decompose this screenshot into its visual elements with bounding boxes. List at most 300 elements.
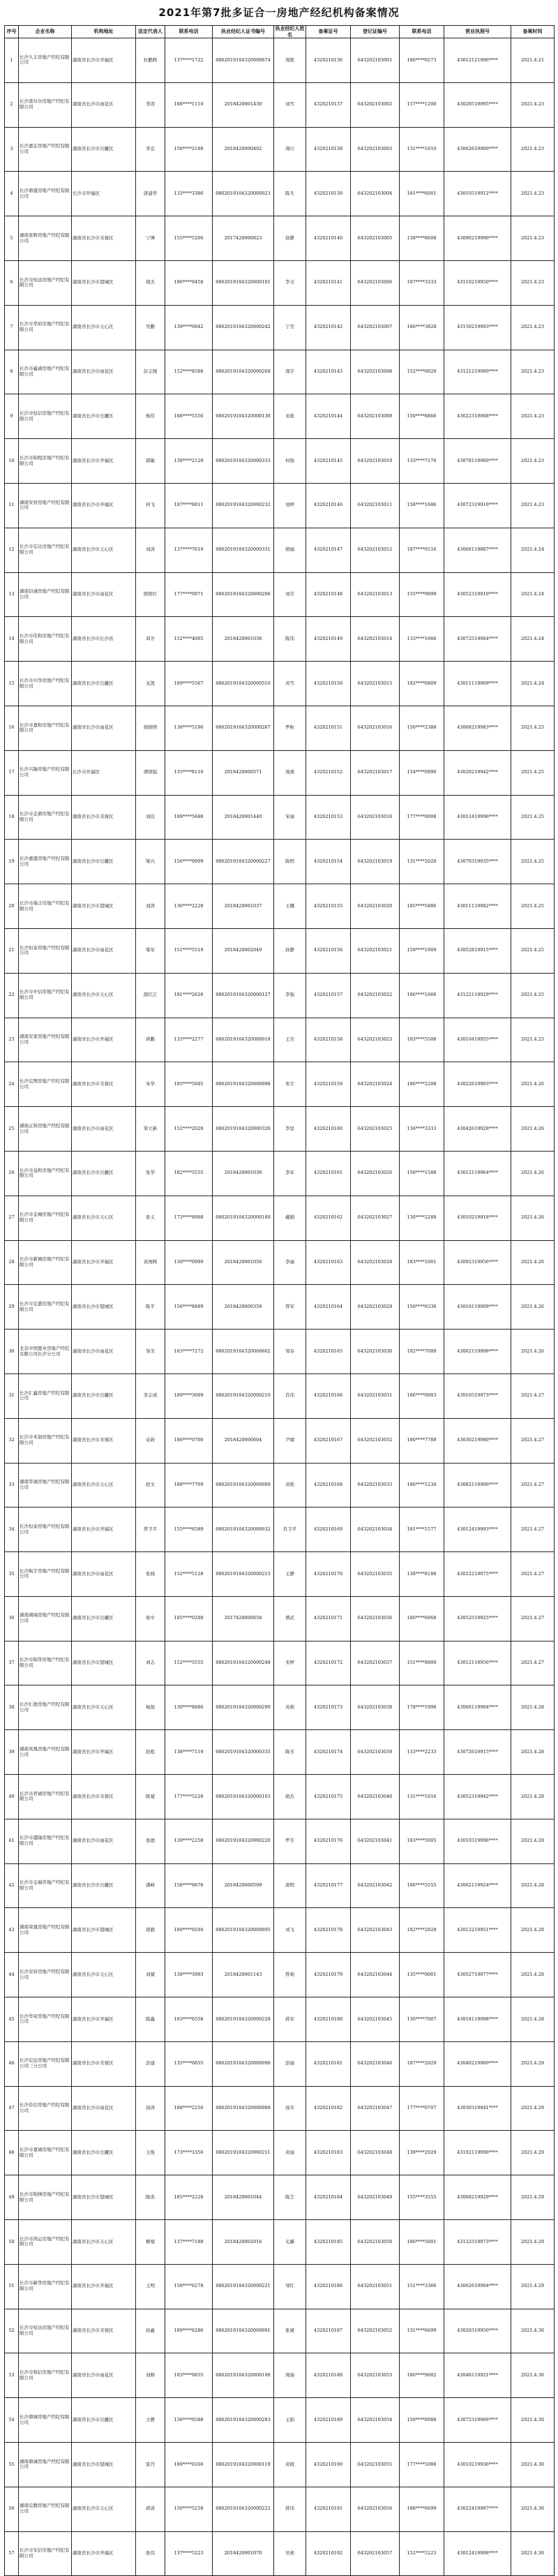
table-row [5, 216, 555, 261]
registration-number-cell: 643202103012 [351, 528, 400, 572]
filing-number-cell: 4320210153 [306, 795, 351, 840]
agent-certificate-number-cell: 2017420000823 [213, 216, 274, 261]
company-address-cell: 长沙市开福区 [72, 750, 136, 795]
contact-phone-cell: 189****5567 [165, 662, 213, 706]
contact-phone-cell: 173****8998 [165, 1196, 213, 1240]
table-row [5, 662, 555, 706]
row-index-cell: 23 [5, 1018, 19, 1062]
company-address-cell: 湖南省长沙市开福区 [72, 2531, 136, 2576]
filing-number-cell: 4320210166 [306, 1373, 351, 1418]
filing-date-cell: 2021.4.26 [511, 1240, 555, 1285]
agent-name-cell: 徐静 [274, 216, 306, 261]
legal-representative-cell: 王静 [136, 2398, 165, 2443]
company-name-cell: 长沙市君诚房地产经纪有限公司 [19, 1775, 72, 1819]
filing-date-cell: 2021.4.29 [511, 2264, 555, 2309]
agent-name-cell: 戴刚 [274, 1196, 306, 1240]
agent-certificate-number-cell: 2018420000599 [213, 1863, 274, 1908]
contact-phone-2-cell: 183****1001 [400, 1240, 444, 1285]
company-address-cell: 湖南省长沙市芙蓉区 [72, 2041, 136, 2086]
contact-phone-cell: 155****6589 [165, 1507, 213, 1552]
agent-name-cell: 宋婷 [274, 1641, 306, 1685]
registration-number-cell: 643202103017 [351, 750, 400, 795]
filing-date-cell: 2021.4.27 [511, 1373, 555, 1418]
company-name-cell: 湖南星辉房地产经纪有限公司 [19, 216, 72, 261]
filing-date-cell: 2021.4.23 [511, 127, 555, 172]
filing-number-cell: 4320210157 [306, 973, 351, 1018]
company-name-cell: 长沙市禾润房地产经纪有限公司 [19, 1418, 72, 1463]
table-row [5, 2264, 555, 2309]
business-license-number-cell: 43052319942**** [444, 1775, 511, 1819]
row-index-cell: 24 [5, 1062, 19, 1107]
contact-phone-2-cell: 131****6699 [400, 2309, 444, 2353]
business-license-number-cell: 43022219975**** [444, 1552, 511, 1597]
company-address-cell: 湖南省长沙市开福区 [72, 483, 136, 528]
business-license-number-cell: 43010519912**** [444, 172, 511, 216]
table-row [5, 1730, 555, 1775]
agent-name-cell: 刘婷 [274, 483, 306, 528]
registration-number-cell: 643202103046 [351, 2041, 400, 2086]
table-row [5, 1685, 555, 1730]
business-license-number-cell: 43012419993**** [444, 1507, 511, 1552]
business-license-number-cell: 43090219990**** [444, 216, 511, 261]
contact-phone-2-cell: 183****5508 [400, 1018, 444, 1062]
contact-phone-2-cell: 131****1010 [400, 127, 444, 172]
row-index-cell: 50 [5, 2220, 19, 2265]
column-header: 联系电话 [165, 26, 213, 38]
agent-certificate-number-cell: 2018420001038 [213, 617, 274, 662]
legal-representative-cell: 蒋涛 [136, 2487, 165, 2531]
contact-phone-cell: 135****0655 [165, 2041, 213, 2086]
contact-phone-cell: 138****3993 [165, 1953, 213, 1997]
contact-phone-cell: 133****3386 [165, 172, 213, 216]
filing-number-cell: 4320210156 [306, 928, 351, 973]
row-index-cell: 21 [5, 928, 19, 973]
row-index-cell: 6 [5, 260, 19, 305]
contact-phone-cell: 155****5206 [165, 216, 213, 261]
registration-number-cell: 643202103011 [351, 483, 400, 528]
agent-name-cell: 陈明 [274, 840, 306, 884]
filing-number-cell: 4320210143 [306, 350, 351, 394]
company-address-cell: 湖南省长沙市天心区 [72, 528, 136, 572]
company-address-cell: 湖南省长沙市芙蓉区 [72, 1062, 136, 1107]
contact-phone-cell: 188****2250 [165, 2086, 213, 2131]
contact-phone-cell: 186****0700 [165, 1418, 213, 1463]
row-index-cell: 10 [5, 439, 19, 484]
legal-representative-cell: 唐毅 [136, 1908, 165, 1953]
filing-date-cell: 2021.4.25 [511, 840, 555, 884]
agent-name-cell: 胡杰 [274, 1775, 306, 1819]
agent-certificate-number-cell: 2017420000658 [213, 1596, 274, 1641]
filing-date-cell: 2021.4.27 [511, 1507, 555, 1552]
column-header: 备案证号 [306, 26, 351, 38]
table-row [5, 1151, 555, 1196]
company-name-cell: 长沙市恒达房地产经纪有限公司 [19, 2309, 72, 2353]
business-license-number-cell: 43052719977**** [444, 1953, 511, 1997]
filing-number-cell: 4320210186 [306, 2264, 351, 2309]
company-address-cell: 湖南省长沙市雨花区 [72, 706, 136, 750]
business-license-number-cell: 43010219936**** [444, 2443, 511, 2487]
company-address-cell: 湖南省长沙市天心区 [72, 2220, 136, 2265]
legal-representative-cell: 王明 [136, 2264, 165, 2309]
agent-name-cell: 陈芝 [274, 2175, 306, 2220]
contact-phone-cell: 189****5688 [165, 795, 213, 840]
legal-representative-cell: 王俊 [136, 2131, 165, 2175]
registration-number-cell: 643202103006 [351, 260, 400, 305]
filing-number-cell: 4320210171 [306, 1596, 351, 1641]
company-name-cell: 长沙市安信房地产经纪有限公司 [19, 2531, 72, 2576]
contact-phone-cell: 152****8588 [165, 350, 213, 394]
company-name-cell: 长沙市锦程房地产经纪有限公司 [19, 439, 72, 484]
registration-number-cell: 643202103020 [351, 884, 400, 929]
row-index-cell: 38 [5, 1685, 19, 1730]
filing-number-cell: 4320210181 [306, 2041, 351, 2086]
filing-number-cell: 4320210185 [306, 2220, 351, 2265]
filing-date-cell: 2021.4.27 [511, 1596, 555, 1641]
business-license-number-cell: 43062119998**** [444, 1330, 511, 1374]
agent-certificate-number-cell: 0862019104320000098 [213, 2041, 274, 2086]
business-license-number-cell: 43082119906**** [444, 1463, 511, 1507]
column-header: 登记证编号 [351, 26, 400, 38]
filing-number-cell: 4320210148 [306, 572, 351, 617]
agent-certificate-number-cell: 0862019104320000103 [213, 1775, 274, 1819]
filing-number-cell: 4320210152 [306, 750, 351, 795]
row-index-cell: 46 [5, 2041, 19, 2086]
row-index-cell: 29 [5, 1285, 19, 1330]
row-index-cell: 2 [5, 82, 19, 127]
registration-number-cell: 643202103042 [351, 1863, 400, 1908]
company-name-cell: 长沙佳信房地产经纪有限公司 [19, 2086, 72, 2131]
contact-phone-2-cell: 158****1686 [400, 483, 444, 528]
company-name-cell: 长沙市恒远房地产经纪有限公司 [19, 260, 72, 305]
company-name-cell: 长沙市金鼎房地产经纪有限公司 [19, 795, 72, 840]
company-name-cell: 长沙市鑫诚房地产经纪有限公司 [19, 350, 72, 394]
legal-representative-cell: 胡杰 [136, 260, 165, 305]
business-license-number-cell: 43010319996**** [444, 1819, 511, 1863]
legal-representative-cell: 胡晓明 [136, 706, 165, 750]
contact-phone-2-cell: 186****0273 [400, 38, 444, 83]
table-row [5, 350, 555, 394]
contact-phone-2-cell: 177****0707 [400, 2086, 444, 2131]
filing-number-cell: 4320210182 [306, 2086, 351, 2131]
company-name-cell: 长沙市新华房地产经纪有限公司 [19, 2264, 72, 2309]
table-row [5, 2353, 555, 2398]
agent-certificate-number-cell: 0862019104320000228 [213, 1997, 274, 2042]
business-license-number-cell: 43121219900**** [444, 350, 511, 394]
legal-representative-cell: 潘峰 [136, 1863, 165, 1908]
table-row [5, 2531, 555, 2576]
row-index-cell: 5 [5, 216, 19, 261]
filing-number-cell: 4320210142 [306, 305, 351, 350]
registration-number-cell: 643202103019 [351, 840, 400, 884]
legal-representative-cell: 宁博 [136, 216, 165, 261]
company-name-cell: 湖南华诚房地产经纪有限公司 [19, 1463, 72, 1507]
agent-name-cell: 刘雪 [274, 82, 306, 127]
company-name-cell: 长沙市嘉和房地产经纪有限公司 [19, 706, 72, 750]
table-row [5, 1107, 555, 1152]
company-address-cell: 湖南省长沙市天心区 [72, 1463, 136, 1507]
row-index-cell: 48 [5, 2131, 19, 2175]
legal-representative-cell: 杨佳 [136, 394, 165, 439]
row-index-cell: 11 [5, 483, 19, 528]
agent-certificate-number-cell: 2018420001070 [213, 2531, 274, 2576]
row-index-cell: 34 [5, 1507, 19, 1552]
filing-date-cell: 2021.4.26 [511, 1285, 555, 1330]
contact-phone-2-cell: 182****7000 [400, 1330, 444, 1374]
row-index-cell: 39 [5, 1730, 19, 1775]
registration-number-cell: 643202103009 [351, 394, 400, 439]
column-header: 企业名称 [19, 26, 72, 38]
legal-representative-cell: 郭敏 [136, 439, 165, 484]
agent-name-cell: 肖伟 [274, 1373, 306, 1418]
filing-number-cell: 4320210168 [306, 1463, 351, 1507]
agent-certificate-number-cell: 0862019104320000119 [213, 2443, 274, 2487]
agent-certificate-number-cell: 0862019104320000290 [213, 1685, 274, 1730]
table-row [5, 706, 555, 750]
table-row [5, 2398, 555, 2443]
filing-number-cell: 4320210151 [306, 706, 351, 750]
company-address-cell: 湖南省长沙市天心区 [72, 1685, 136, 1730]
filing-number-cell: 4320210175 [306, 1775, 351, 1819]
agent-certificate-number-cell: 2018420001044 [213, 2175, 274, 2220]
registration-number-cell: 643202103040 [351, 1775, 400, 1819]
business-license-number-cell: 43011119982**** [444, 884, 511, 929]
agent-certificate-number-cell: 0862019104320000227 [213, 840, 274, 884]
registration-number-cell: 643202103055 [351, 2443, 400, 2487]
agent-certificate-number-cell: 2018420000359 [213, 1285, 274, 1330]
agent-certificate-number-cell: 0862019104320000232 [213, 483, 274, 528]
company-address-cell: 湖南省长沙市岳麓区 [72, 1596, 136, 1641]
legal-representative-cell: 段彪 [136, 1730, 165, 1775]
registration-number-cell: 643202103021 [351, 928, 400, 973]
filing-number-cell: 4320210190 [306, 2443, 351, 2487]
table-row [5, 1285, 555, 1330]
agent-name-cell: 李强 [274, 973, 306, 1018]
contact-phone-cell: 137****1722 [165, 38, 213, 83]
agent-name-cell: 周丽 [274, 2353, 306, 2398]
filing-number-cell: 4320210158 [306, 1018, 351, 1062]
filing-number-cell: 4320210155 [306, 884, 351, 929]
business-license-number-cell: 43010219918**** [444, 1196, 511, 1240]
registration-number-cell: 643202103024 [351, 1062, 400, 1107]
registration-number-cell: 643202103018 [351, 795, 400, 840]
filing-date-cell: 2021.4.30 [511, 2398, 555, 2443]
filing-number-cell: 4320210145 [306, 439, 351, 484]
contact-phone-2-cell: 155****3555 [400, 2175, 444, 2220]
registration-number-cell: 643202103043 [351, 1908, 400, 1953]
business-license-number-cell: 43092319956**** [444, 1240, 511, 1285]
agent-certificate-number-cell: 0862019104320000032 [213, 1507, 274, 1552]
contact-phone-2-cell: 131****1616 [400, 1775, 444, 1819]
agent-name-cell: 蒋军 [274, 1997, 306, 2042]
company-name-cell: 长沙华荣房地产经纪有限公司 [19, 1997, 72, 2042]
contact-phone-cell: 139****2258 [165, 1819, 213, 1863]
agent-certificate-number-cell: 0862019104320000674 [213, 38, 274, 83]
filing-date-cell: 2021.4.23 [511, 172, 555, 216]
business-license-number-cell: 43022619903**** [444, 1062, 511, 1107]
business-license-number-cell: 43070319935**** [444, 840, 511, 884]
agent-certificate-number-cell: 0862019104320000602 [213, 1330, 274, 1374]
filing-date-cell: 2021.4.29 [511, 2175, 555, 2220]
registration-number-cell: 643202103027 [351, 1196, 400, 1240]
contact-phone-cell: 152****2028 [165, 1107, 213, 1152]
row-index-cell: 36 [5, 1596, 19, 1641]
table-row [5, 1062, 555, 1107]
business-license-number-cell: 43011119909**** [444, 662, 511, 706]
contact-phone-cell: 188****5556 [165, 394, 213, 439]
contact-phone-cell: 152****5555 [165, 1641, 213, 1685]
registration-table [4, 25, 555, 2576]
agent-name-cell: 李坚 [274, 1107, 306, 1152]
filing-number-cell: 4320210162 [306, 1196, 351, 1240]
agent-certificate-number-cell: 0862019104320000221 [213, 2264, 274, 2309]
company-name-cell: 湖南安家房地产经纪有限公司 [19, 1018, 72, 1062]
company-address-cell: 湖南省长沙市岳麓区 [72, 840, 136, 884]
table-row [5, 1018, 555, 1062]
business-license-number-cell: 43010519973**** [444, 1373, 511, 1418]
table-row [5, 572, 555, 617]
business-license-number-cell: 43052519925**** [444, 1596, 511, 1641]
company-name-cell: 长沙鼎城房地产经纪有限公司 [19, 2398, 72, 2443]
agent-certificate-number-cell: 2018420001430 [213, 82, 274, 127]
registration-number-cell: 643202103015 [351, 662, 400, 706]
agent-name-cell: 黄晓 [274, 2443, 306, 2487]
row-index-cell: 14 [5, 617, 19, 662]
contact-phone-cell: 158****6278 [165, 2264, 213, 2309]
company-name-cell: 湖南宏腾房地产经纪有限公司 [19, 2487, 72, 2531]
legal-representative-cell: 彭建 [136, 2041, 165, 2086]
filing-number-cell: 4320210188 [306, 2353, 351, 2398]
filing-date-cell: 2021.4.28 [511, 1685, 555, 1730]
legal-representative-cell: 李涛 [136, 82, 165, 127]
agent-certificate-number-cell: 0862019104320000023 [213, 172, 274, 216]
contact-phone-cell: 188****7709 [165, 1463, 213, 1507]
table-row [5, 38, 555, 83]
agent-name-cell: 李文 [274, 260, 306, 305]
agent-certificate-number-cell: 0862019104320000222 [213, 2487, 274, 2531]
legal-representative-cell: 李宏 [136, 127, 165, 172]
agent-certificate-number-cell: 2018420001056 [213, 1240, 274, 1285]
row-index-cell: 9 [5, 394, 19, 439]
business-license-number-cell: 43042619928**** [444, 1107, 511, 1152]
contact-phone-2-cell: 183****5005 [400, 1819, 444, 1863]
filing-number-cell: 4320210138 [306, 127, 351, 172]
legal-representative-cell: 刘涛 [136, 528, 165, 572]
legal-representative-cell: 曾卫平 [136, 1507, 165, 1552]
filing-date-cell: 2021.4.28 [511, 1775, 555, 1819]
contact-phone-2-cell: 136****7007 [400, 1997, 444, 2042]
agent-certificate-number-cell: 0862019104320000516 [213, 662, 274, 706]
registration-number-cell: 643202103007 [351, 305, 400, 350]
company-name-cell: 长沙市益和房地产经纪有限公司 [19, 1151, 72, 1196]
company-address-cell: 湖南省长沙市望城区 [72, 2175, 136, 2220]
business-license-number-cell: 43110219950**** [444, 260, 511, 305]
company-address-cell: 湖南省长沙市岳麓区 [72, 1863, 136, 1908]
row-index-cell: 16 [5, 706, 19, 750]
legal-representative-cell: 邹立新 [136, 1107, 165, 1152]
business-license-number-cell: 43068219983**** [444, 706, 511, 750]
contact-phone-2-cell: 178****1998 [400, 1685, 444, 1730]
filing-date-cell: 2021.4.26 [511, 1196, 555, 1240]
table-body [5, 38, 555, 2576]
filing-date-cell: 2021.4.26 [511, 1062, 555, 1107]
agent-name-cell: 曾莉 [274, 1953, 306, 1997]
contact-phone-cell: 133****2277 [165, 1018, 213, 1062]
table-row [5, 1596, 555, 1641]
contact-phone-cell: 137****7619 [165, 528, 213, 572]
company-address-cell: 湖南省长沙市望城区 [72, 260, 136, 305]
company-name-cell: 湖南湘瑞房地产经纪有限公司 [19, 1596, 72, 1641]
registration-number-cell: 643202103032 [351, 1418, 400, 1463]
agent-name-cell: 彭丽 [274, 2041, 306, 2086]
row-index-cell: 20 [5, 884, 19, 929]
table-row [5, 840, 555, 884]
company-address-cell: 湖南省长沙市长沙县 [72, 617, 136, 662]
company-name-cell: 长沙市宏达房地产经纪有限公司 [19, 528, 72, 572]
legal-representative-cell: 陈鑫 [136, 1997, 165, 2042]
registration-number-cell: 643202103008 [351, 350, 400, 394]
agent-certificate-number-cell: 0862019104320000095 [213, 1908, 274, 1953]
company-address-cell: 湖南省长沙市雨花区 [72, 1552, 136, 1597]
company-address-cell: 湖南省长沙市芙蓉区 [72, 216, 136, 261]
business-license-number-cell: 43068119887**** [444, 528, 511, 572]
business-license-number-cell: 43052819915**** [444, 928, 511, 973]
agent-certificate-number-cell: 0862019104320000333 [213, 439, 274, 484]
legal-representative-cell: 李志成 [136, 1373, 165, 1418]
legal-representative-cell: 段文 [136, 1463, 165, 1507]
filing-number-cell: 4320210173 [306, 1685, 351, 1730]
agent-certificate-number-cell: 0862019104320000009 [213, 1463, 274, 1507]
company-address-cell: 湖南省长沙市雨花区 [72, 2086, 136, 2131]
contact-phone-2-cell: 187****3333 [400, 260, 444, 305]
registration-number-cell: 643202103045 [351, 1997, 400, 2042]
registration-number-cell: 643202103051 [351, 2264, 400, 2309]
registration-number-cell: 643202103035 [351, 1552, 400, 1597]
contact-phone-2-cell: 152****0020 [400, 350, 444, 394]
company-address-cell: 湖南省长沙市岳麓区 [72, 2131, 136, 2175]
company-address-cell: 湖南省长沙市岳麓区 [72, 127, 136, 172]
column-header: 联系电话 [400, 26, 444, 38]
registration-number-cell: 643202103022 [351, 973, 400, 1018]
legal-representative-cell: 梁兴 [136, 840, 165, 884]
contact-phone-cell: 182****5555 [165, 1151, 213, 1196]
row-index-cell: 15 [5, 662, 19, 706]
row-index-cell: 33 [5, 1463, 19, 1507]
filing-number-cell: 4320210139 [306, 172, 351, 216]
contact-phone-2-cell: 180****6968 [400, 1596, 444, 1641]
company-address-cell: 湖南省长沙市岳麓区 [72, 662, 136, 706]
agent-name-cell: 汤芳 [274, 2086, 306, 2131]
filing-number-cell: 4320210163 [306, 1240, 351, 1285]
row-index-cell: 7 [5, 305, 19, 350]
contact-phone-2-cell: 152****5223 [400, 2531, 444, 2576]
table-row [5, 2220, 555, 2265]
registration-number-cell: 643202103014 [351, 617, 400, 662]
contact-phone-2-cell: 151****8800 [400, 1641, 444, 1685]
company-name-cell: 长沙宏远房地产经纪有限公司三分公司 [19, 2041, 72, 2086]
filing-date-cell: 2021.4.23 [511, 394, 555, 439]
contact-phone-2-cell: 139****2929 [400, 2131, 444, 2175]
table-row [5, 1775, 555, 1819]
contact-phone-2-cell: 150****0088 [400, 2398, 444, 2443]
filing-date-cell: 2021.4.23 [511, 305, 555, 350]
filing-number-cell: 4320210169 [306, 1507, 351, 1552]
business-license-number-cell: 43012119956**** [444, 1641, 511, 1685]
business-license-number-cell: 43012419996**** [444, 795, 511, 840]
filing-date-cell: 2021.4.23 [511, 82, 555, 127]
filing-date-cell: 2021.4.27 [511, 1641, 555, 1685]
registration-number-cell: 643202103053 [351, 2353, 400, 2398]
table-row [5, 172, 555, 216]
